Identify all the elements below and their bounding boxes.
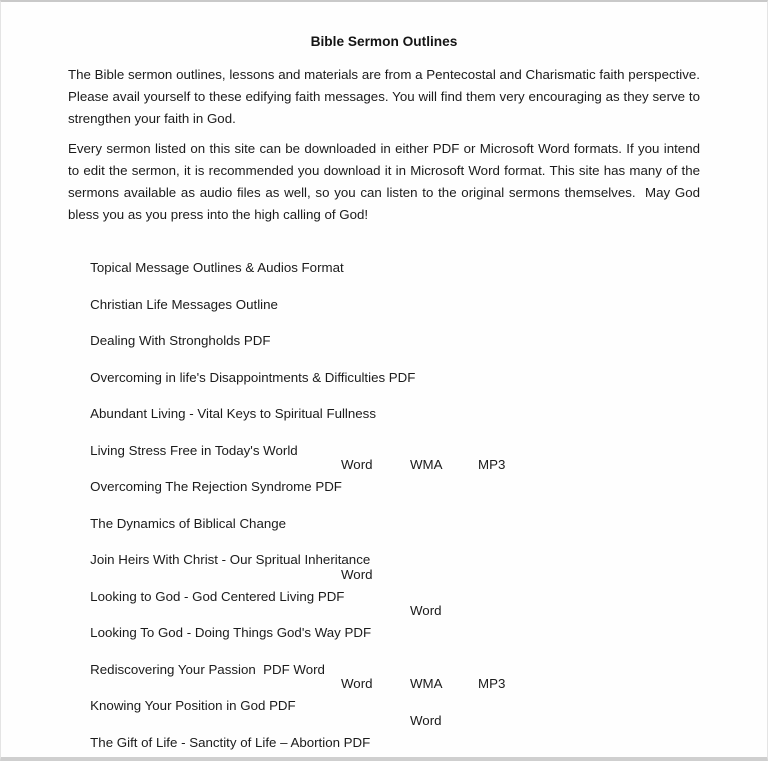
sermon-list (68, 235, 700, 750)
list-item (68, 235, 700, 275)
sermon-link-dynamics-of-biblical-change[interactable]: The Dynamics of Biblical Change (90, 515, 287, 531)
format-link-mp3[interactable]: MP3 (478, 457, 506, 472)
sermon-link-christian-life-messages[interactable]: Christian Life Messages Outline (90, 296, 278, 312)
sermon-link-join-heirs-with-christ[interactable]: Join Heirs With Christ - Our Spritual Inheritance (90, 552, 371, 567)
sermon-link-doing-things-gods-way[interactable]: Looking To God - Doing Things God's Way PDF (90, 625, 372, 640)
sermon-link-living-stress-free[interactable]: Living Stress Free in Today's World (90, 442, 298, 458)
list-item (68, 345, 700, 385)
sermon-link-abundant-living[interactable]: Abundant Living - Vital Keys to Spiritual Fullness (90, 406, 376, 421)
format-link-wma[interactable]: WMA (410, 676, 443, 691)
list-item (68, 637, 700, 677)
sermon-link-god-centered-living[interactable]: Looking to God - God Centered Living PDF (90, 588, 345, 604)
list-item (68, 454, 700, 494)
sermon-link-dealing-with-strongholds[interactable]: Dealing With Strongholds PDF (90, 333, 271, 348)
list-item (68, 272, 700, 312)
sermon-link-knowing-your-position[interactable]: Knowing Your Position in God PDF (90, 698, 296, 713)
list-item (68, 308, 700, 348)
list-item (68, 600, 700, 640)
list-item (68, 710, 700, 750)
page-title: Bible Sermon Outlines (310, 34, 458, 49)
format-link-word[interactable]: Word (341, 457, 373, 472)
format-link-word[interactable]: Word (341, 676, 373, 691)
sermon-link-overcoming-disappointments[interactable]: Overcoming in life's Disappointments & Difficulties PDF (90, 369, 416, 385)
list-item (68, 673, 700, 713)
sermon-link-rejection-syndrome[interactable]: Overcoming The Rejection Syndrome PDF (90, 479, 342, 494)
format-link-word[interactable]: Word (341, 566, 373, 582)
sermon-link-rediscovering-your-passion[interactable]: Rediscovering Your Passion PDF Word (90, 661, 325, 677)
sermon-link-topical-messages[interactable]: Topical Message Outlines & Audios Format (90, 260, 344, 275)
format-link-wma[interactable]: WMA (410, 457, 443, 472)
list-item (68, 418, 700, 458)
list-item (68, 564, 700, 604)
format-link-word[interactable]: Word (410, 603, 442, 618)
format-link-mp3[interactable]: MP3 (478, 676, 506, 691)
list-item (68, 527, 700, 567)
intro-paragraph: The Bible sermon outlines, lessons and materials are from a Pentecostal and Charismatic faith perspective. Please avail yourself to these edifying faith messages. You will find them very encouraging as they serve to strengthen your faith in God. (68, 67, 704, 126)
download-info-paragraph: Every sermon listed on this site can be downloaded in either PDF or Microsoft Word formats. If you intend to edit the sermon, it is recommended you download it in Microsoft Word format. This site has many of the sermons available as audio files as well, so you can listen to the original sermons themselves. May God bless you as you press into the high calling of God! (68, 141, 704, 222)
format-link-word[interactable]: Word (410, 712, 442, 728)
list-item (68, 381, 700, 421)
sermon-link-gift-of-life[interactable]: The Gift of Life - Sanctity of Life – Abortion PDF (90, 734, 371, 750)
list-item (68, 491, 700, 531)
